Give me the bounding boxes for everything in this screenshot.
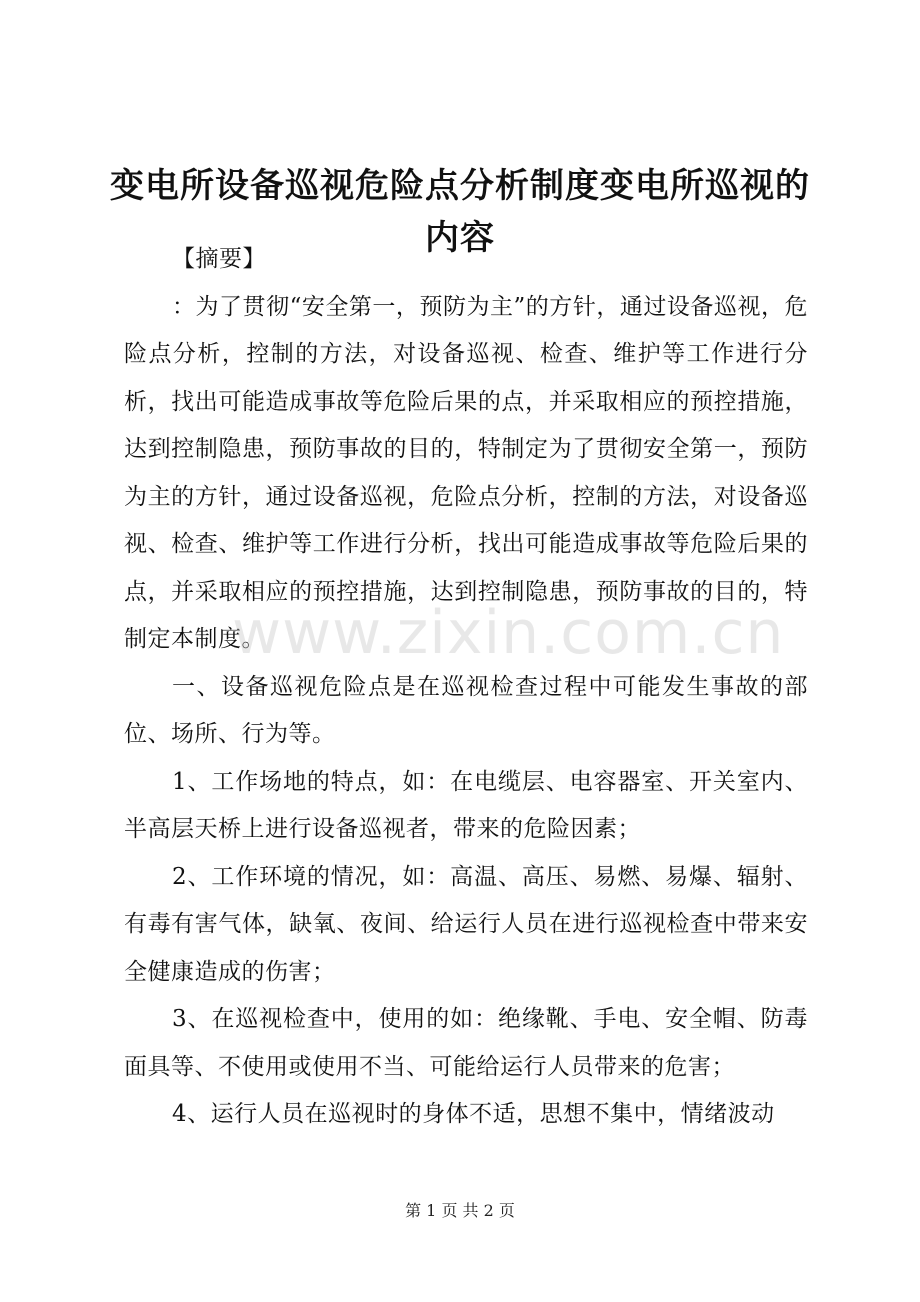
document-title: 变电所设备巡视危险点分析制度变电所巡视的内容 bbox=[110, 166, 810, 258]
page-footer: 第 1 页 共 2 页 bbox=[405, 1201, 515, 1220]
paragraph: ：为了贯彻“安全第一，预防为主”的方针，通过设备巡视，危险点分析，控制的方法，对设备巡视、检查、维护等工作进行分析，找出可能造成事故等危险后果的点，并采取相应的预控措施，达到控制隐患，预防事故的目的，特制定为了贯彻安全第一，预防为主的方针，通过设备巡视，危险点分析，控制的方法，对设备巡视、检查、维护等工作进行分析，找出可能造成事故等危险后果的点，并采取相应的预控措施，达到控制隐患，预防事故的目的，特制定本制度。 bbox=[124, 293, 808, 652]
paragraph: 2、工作环境的情况，如：高温、高压、易燃、易爆、辐射、有毒有害气体，缺氧、夜间、给运行人员在进行巡视检查中带来安全健康造成的伤害； bbox=[124, 863, 808, 985]
document-body bbox=[124, 236, 808, 1139]
watermark: www.zixin.com.cn bbox=[232, 598, 785, 668]
abstract-label: 【摘要】 bbox=[172, 246, 266, 272]
paragraph: 3、在巡视检查中，使用的如：绝缘靴、手电、安全帽、防毒面具等、不使用或使用不当、可能给运行人员带来的危害； bbox=[124, 1006, 808, 1080]
paragraph: 4、运行人员在巡视时的身体不适，思想不集中，情绪波动 bbox=[172, 1101, 775, 1127]
paragraph: 1、工作场地的特点，如：在电缆层、电容器室、开关室内、半高层天桥上进行设备巡视者，带来的危险因素； bbox=[124, 768, 808, 842]
paragraph: 一、设备巡视危险点是在巡视检查过程中可能发生事故的部位、场所、行为等。 bbox=[124, 673, 808, 747]
